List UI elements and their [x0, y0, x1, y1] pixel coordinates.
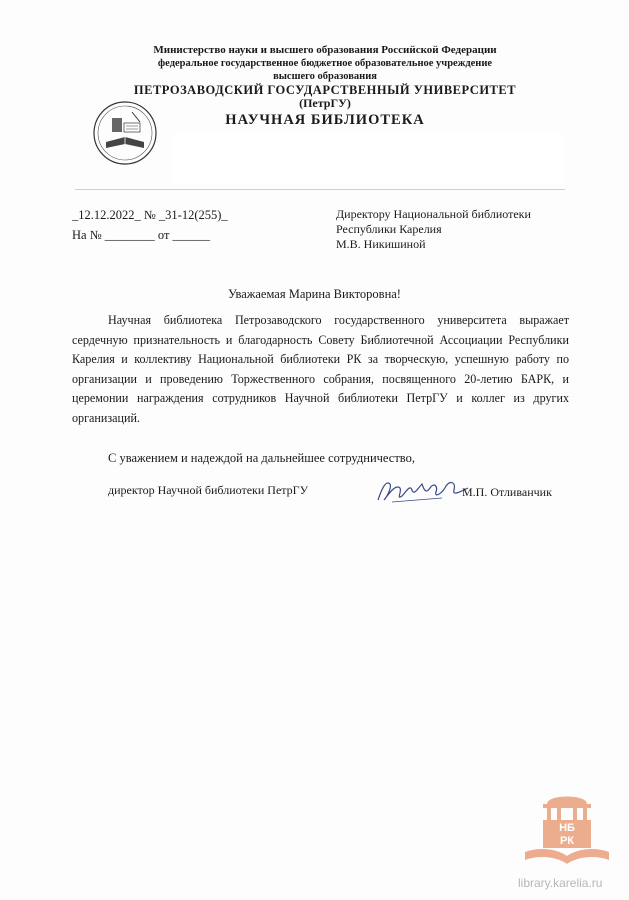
addressee-line2: Республики Карелия	[336, 222, 442, 236]
nbrk-watermark-logo-icon	[517, 790, 617, 865]
university-name: ПЕТРОЗАВОДСКИЙ ГОСУДАРСТВЕННЫЙ УНИВЕРСИТЕТ	[133, 83, 517, 97]
department-name: НАУЧНАЯ БИБЛИОТЕКА	[225, 112, 425, 128]
addressee-line3: М.В. Никишиной	[336, 237, 426, 251]
header-divider	[75, 189, 565, 190]
signatory-name: М.П. Отливанчик	[462, 485, 552, 499]
institution-type-line1: федеральное государственное бюджетное образовательное учреждение	[157, 58, 493, 69]
watermark-logo-text-bottom: РК	[559, 835, 575, 847]
institution-type-line2: высшего образования	[273, 71, 377, 82]
body-paragraph: Научная библиотека Петрозаводского государственного университета выражает сердечную признательность и благодарность Совету Библиотечной Ассоциации Республики Карелия и коллективу Национальной библиотеки РК за творческую, успешную работу по организации и проведению Торжественного собрания, посвященного 20-летию БАРК, и церемонии награждения сотрудников Научной библиотеки ПетрГУ и коллег из других организаций.	[72, 313, 569, 425]
reference-line: На № ________ от ______	[72, 228, 211, 242]
closing-line: С уважением и надеждой на дальнейшее сотрудничество,	[108, 451, 415, 465]
library-emblem-icon	[92, 100, 158, 166]
watermark-url: library.karelia.ru	[518, 876, 603, 890]
watermark-logo-text-top: НБ	[559, 822, 575, 834]
redacted-area	[172, 133, 564, 183]
university-short-name: (ПетрГУ)	[299, 96, 351, 110]
addressee-line1: Директору Национальной библиотеки	[336, 207, 531, 221]
signatory-title: директор Научной библиотеки ПетрГУ	[108, 483, 309, 497]
greeting: Уважаемая Марина Викторовна!	[228, 287, 401, 301]
addressee-block	[336, 207, 531, 252]
letter-body	[72, 311, 569, 428]
ministry-line: Министерство науки и высшего образования Российской Федерации	[153, 44, 497, 56]
handwritten-signature-icon	[372, 470, 472, 510]
document-meta	[72, 205, 228, 245]
date-number: _12.12.2022_ № _31-12(255)_	[72, 208, 228, 222]
